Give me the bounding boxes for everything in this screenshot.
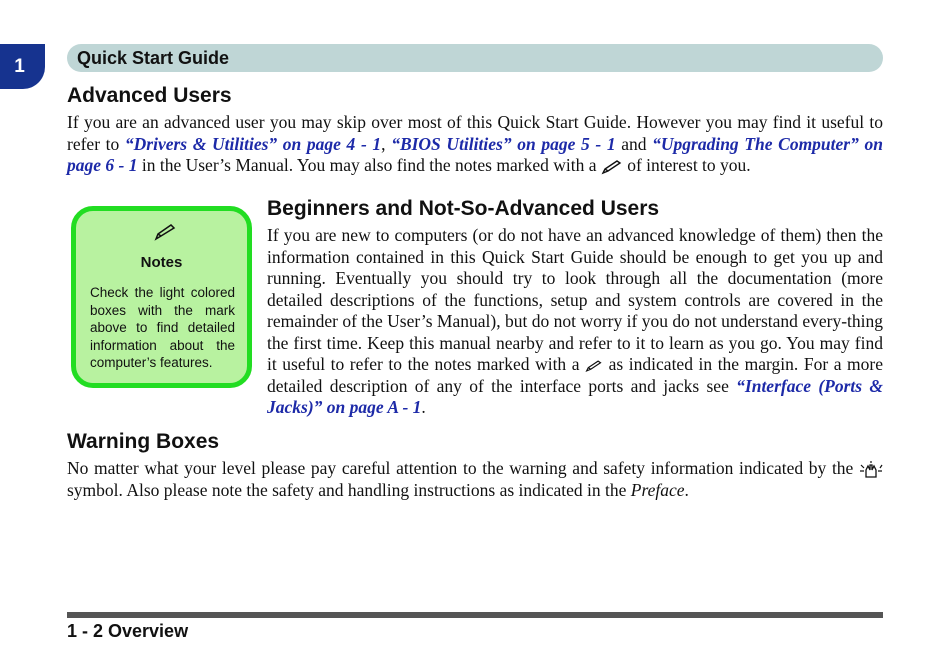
page-header-title: Quick Start Guide xyxy=(67,44,883,72)
warning-text-2: symbol. Also please note the safety and handling instructions as indicated in the xyxy=(67,479,631,500)
advanced-text-4: in the User’s Manual. You may also find the notes marked with a xyxy=(137,155,601,175)
link-upgrading-computer[interactable]: “Upgrading The Computer” on page 6 - 1 xyxy=(67,133,883,175)
advanced-users-paragraph xyxy=(67,112,883,177)
notes-text: Check the light colored boxes with the mark above to find detailed information about the computer’s features. xyxy=(90,285,235,370)
advanced-users-heading: Advanced Users xyxy=(67,84,232,107)
preface-reference: Preface xyxy=(630,479,685,500)
beginners-text-1: If you are new to computers (or do not have an advanced knowledge of them) then the information contained in this Quick Start Guide should be enough to get you up and running. Eventually you should try to look through all the documentation (more detailed descriptions of the functions, setup and system controls are covered in the remainder of the User’s Manual), but do not worry if you do not understand every-thing the first time. Keep this manual nearby and refer to it to learn as you go. You may find it useful to refer to the notes marked with a xyxy=(267,225,883,374)
footer-divider xyxy=(67,612,883,618)
advanced-text-1: If you are an advanced user you may skip over most of this Quick Start Guide. However you may find it useful to refer to xyxy=(67,112,883,154)
advanced-text-2: , xyxy=(381,133,392,154)
notes-callout-box xyxy=(71,206,252,388)
beginners-heading: Beginners and Not-So-Advanced Users xyxy=(267,197,660,220)
footer-page-label: 1 - 2 Overview xyxy=(67,621,189,641)
pencil-icon xyxy=(154,223,176,241)
link-bios-utilities[interactable]: “BIOS Utilities” on page 5 - 1 xyxy=(391,133,616,154)
advanced-text-5: of interest to you. xyxy=(622,155,751,175)
pencil-icon xyxy=(601,159,623,175)
link-drivers-utilities[interactable]: “Drivers & Utilities” on page 4 - 1 xyxy=(124,133,382,154)
warning-text-3: . xyxy=(684,479,689,500)
link-interface-ports-jacks[interactable]: “Interface (Ports & Jacks)” on page A - 1 xyxy=(267,375,883,417)
beginners-text-3: . xyxy=(421,397,426,417)
warning-boxes-heading: Warning Boxes xyxy=(67,430,220,453)
warning-text-1: No matter what your level please pay careful attention to the warning and safety information indicated by the xyxy=(67,458,859,478)
advanced-text-3: and xyxy=(615,133,653,154)
chapter-number-tab: 1 xyxy=(0,44,45,89)
notes-title: Notes xyxy=(140,254,183,271)
warning-hand-icon xyxy=(859,461,883,479)
beginners-paragraph xyxy=(267,225,883,419)
warning-paragraph xyxy=(67,458,883,501)
pencil-icon xyxy=(585,359,603,373)
beginners-text-2: as indicated in the margin. For a more detailed description of any of the interface ports and jacks see xyxy=(267,354,884,396)
